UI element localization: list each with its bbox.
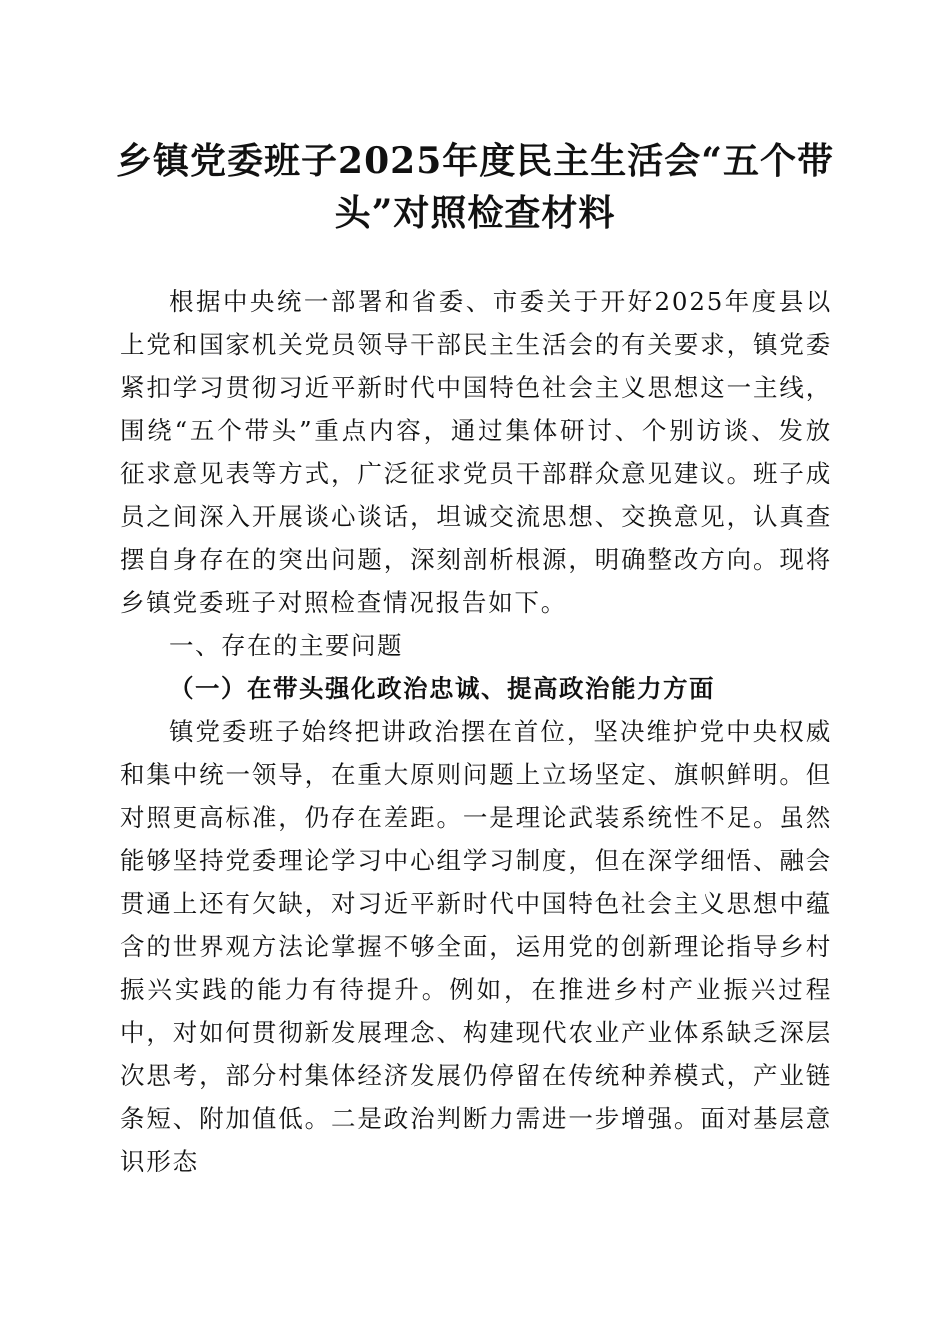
subsection-heading: （一）在带头强化政治忠诚、提高政治能力方面 <box>169 674 715 703</box>
document-body <box>120 280 832 1183</box>
section-heading: 一、存在的主要问题 <box>169 631 403 660</box>
subsection-paragraph: 镇党委班子始终把讲政治摆在首位，坚决维护党中央权威和集中统一领导，在重大原则问题上立场坚定、旗帜鲜明。但对照更高标准，仍存在差距。一是理论武装系统性不足。虽然能够坚持党委理论学习中心组学习制度，但在深学细悟、融会贯通上还有欠缺，对习近平新时代中国特色社会主义思想中蕴含的世界观方法论掌握不够全面，运用党的创新理论指导乡村振兴实践的能力有待提升。例如，在推进乡村产业振兴过程中，对如何贯彻新发展理念、构建现代农业产业体系缺乏深层次思考，部分村集体经济发展仍停留在传统种养模式，产业链条短、附加值低。二是政治判断力需进一步增强。面对基层意识形态 <box>120 717 832 1176</box>
intro-paragraph: 根据中央统一部署和省委、市委关于开好2025年度县以上党和国家机关党员领导干部民主生活会的有关要求，镇党委紧扣学习贯彻习近平新时代中国特色社会主义思想这一主线，围绕“五个带头”重点内容，通过集体研讨、个别访谈、发放征求意见表等方式，广泛征求党员干部群众意见建议。班子成员之间深入开展谈心谈话，坦诚交流思想、交换意见，认真查摆自身存在的突出问题，深刻剖析根源，明确整改方向。现将乡镇党委班子对照检查情况报告如下。 <box>120 287 832 617</box>
document-title: 乡镇党委班子2025年度民主生活会“五个带头”对照检查材料 <box>116 140 834 234</box>
